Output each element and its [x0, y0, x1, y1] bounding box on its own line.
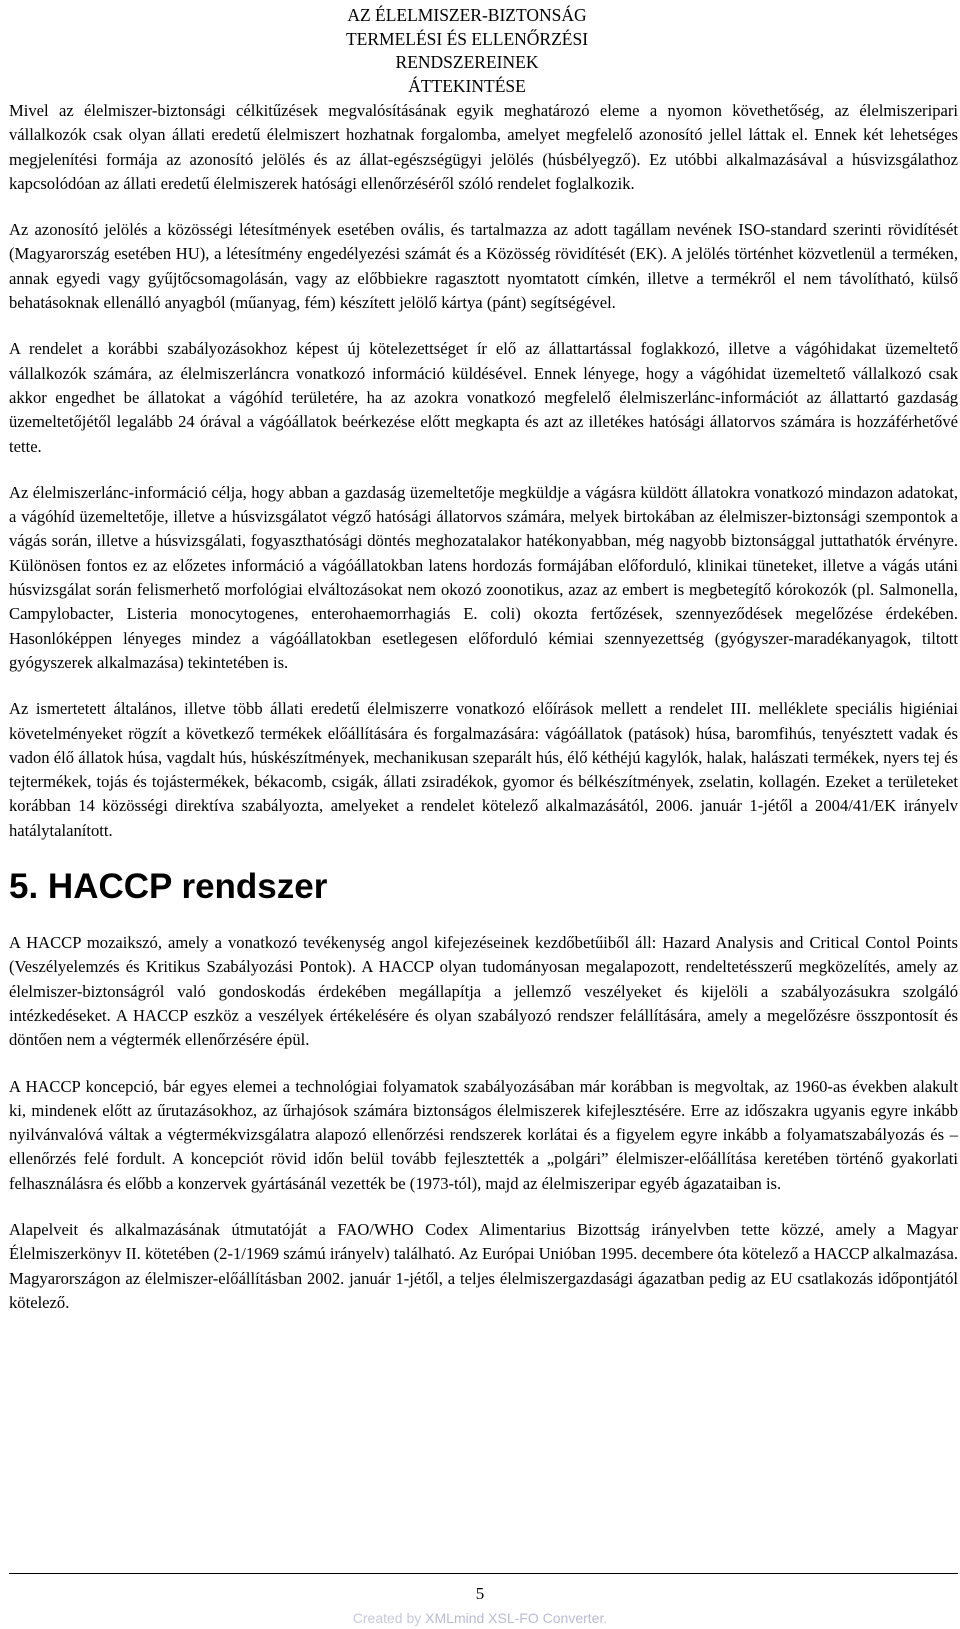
watermark-brand: XMLmind XSL-FO Converter [425, 1610, 604, 1626]
watermark-prefix: Created by [352, 1610, 426, 1626]
header-line-3: RENDSZEREINEK [395, 52, 539, 72]
header-line-1: AZ ÉLELMISZER-BIZTONSÁG [347, 5, 587, 25]
paragraph-identification-mark: Az azonosító jelölés a közösségi létesítmények esetében ovális, és tartalmazza az adott tagállam nevének ISO-standard szerinti rövidítését (Magyarország esetében HU), a létesítmény engedélyezési számát és a Közösség rövidítését (EK). A jelölés történhet közvetlenül a terméken, annak egyedi vagy gyűjtőcsomagolásán, vagy az előbbiekre ragasztott nyomtatott címkén, illetve a termékről el nem távolítható, külső behatásoknak ellenálló anyagból (műanyag, fém) készített jelölő kártya (pánt) segítségével. [9, 220, 958, 313]
paragraph-traceability: Mivel az élelmiszer-biztonsági célkitűzések megvalósításának egyik meghatározó eleme a nyomon követhetőség, az élelmiszeripari vállalkozók csak olyan állati eredetű élelmiszert hozhatnak forgalomba, amelyet megfelelő azonosító jellel láttak el. Ennek két lehetséges megjelenítési formája az azonosító jelölés és az állat-egészségügyi jelölés (húsbélyegző). Ez utóbbi alkalmazásával a húsvizsgálathoz kapcsolódóan az állati eredetű élelmiszerek hatósági ellenőrzéséről szóló rendelet foglalkozik. [9, 101, 958, 193]
main-content [9, 99, 958, 1337]
converter-watermark [0, 1609, 960, 1627]
page-number: 5 [475, 1584, 485, 1603]
watermark-suffix: . [603, 1610, 608, 1626]
paragraph-haccp-definition: A HACCP mozaikszó, amely a vonatkozó tevékenység angol kifejezéseinek kezdőbetűiből áll: Hazard Analysis and Critical Contol Points (Veszélyelemzés és Kritikus Szabályozási Pontok). A HACCP olyan tudományosan megalapozott, rendeltetésszerű megközelítés, amely az élelmiszer-biztonságról való gondoskodás érdekében megállapítja a jellemző veszélyeket és kijelöli a szabályozásukra szolgáló intézkedéseket. A HACCP eszköz a veszélyek értékelésére és olyan szabályozó rendszer felállítására, amely a megelőzésre összpontosít és döntően nem a végtermék ellenőrzésére épül. [9, 933, 958, 1050]
header-line-4: ÁTTEKINTÉSE [408, 75, 526, 96]
paragraph-haccp-principles: Alapelveit és alkalmazásának útmutatóját a FAO/WHO Codex Alimentarius Bizottság irányelvben tette közzé, amely a Magyar Élelmiszerkönyv II. kötetében (2-1/1969 számú irányelv) található. Az Európai Unióban 1995. decembere óta kötelező a HACCP alkalmazása. Magyarországon az élelmiszer-előállításban 2002. január 1-jétől, a teljes élelmiszergazdasági ágazatban pedig az EU csatlakozás időpontjától kötelező. [9, 1219, 958, 1312]
paragraph-annex-requirements: Az ismertetett általános, illetve több állati eredetű élelmiszerre vonatkozó előírások mellett a rendelet III. melléklete speciális higiéniai követelményeket rögzít a következő termékek előállítására és forgalmazására: vágóállatok (patások) húsa, baromfihús, tenyésztett vadak és vadon élő állatok húsa, vagdalt hús, húskészítmények, mechanikusan szeparált hús, élő kéthéjú kagylók, halak, halászati termékek, nyers tej és tejtermékek, tojás és tojástermékek, békacomb, csigák, állati zsiradékok, gyomor és bélkészítmények, zselatin, kollagén. Ezeket a területeket korábban 14 közösségi direktíva szabályozta, amelyeket a rendelet kötelező alkalmazásától, 2006. január 1-jétől a 2004/41/EK irányelv hatálytalanított. [9, 699, 958, 840]
section-heading: 5. HACCP rendszer [9, 867, 328, 907]
running-header [307, 4, 627, 98]
header-line-2: TERMELÉSI ÉS ELLENŐRZÉSI [345, 28, 589, 49]
paragraph-food-chain-information: Az élelmiszerlánc-információ célja, hogy abban a gazdaság üzemeltetője megküldje a vágásra küldött állatokra vonatkozó mindazon adatokat, a vágóhíd üzemeltetője, illetve a húsvizsgálatot végző hatósági állatorvos számára, melyek birtokában az élelmiszer-biztonsági szempontok a vágás során, illetve a húsvizsgálati, fogyaszthatósági döntés meghozatalakor hatékonyabban, még nagyobb biztonsággal juttathatók érvényre. Különösen fontos ez az előzetes információ a vágóállatokban latens hordozás formájában előforduló, klinikai tüneteket, illetve a vágás utáni húsvizsgálat során felismerhető morfológiai elváltozásokat nem okozó zoonotikus, azaz az embert is megbetegítő kórokozók (pl. Salmonella, Campylobacter, Listeria monocytogenes, enterohaemorrhagiás E. coli) okozta fertőzések, szennyeződések megelőzése érdekében. Hasonlóképpen lényeges mindez a vágóállatokban esetlegesen előforduló kémiai szennyezettség (gyógyszer-maradékanyagok, tiltott gyógyszerek alkalmazása) tekintetében is. [9, 482, 958, 672]
paragraph-haccp-history: A HACCP koncepció, bár egyes elemei a technológiai folyamatok szabályozásában már korábban is megvoltak, az 1960-as években alakult ki, mindenek előtt az űrutazásokhoz, az űrhajósok számára biztonságos élelmiszerek kifejlesztésére. Erre az időszakra ugyanis egyre inkább nyilvánvalóvá váltak a végtermékvizsgálatra alapozó ellenőrzési rendszerek korlátai és a figyelem egyre inkább a folyamatszabályozás és –ellenőrzés felé fordult. A koncepciót rövid időn belül tovább fejlesztették a „polgári” élelmiszer-előállítása keretében történő gyakorlati felhasználásra és előbb a konzervek gyártásánál vezették be (1973-tól), majd az élelmiszeripar egyéb ágazataiban is. [9, 1076, 958, 1193]
paragraph-food-chain-obligation: A rendelet a korábbi szabályozásokhoz képest új kötelezettséget ír elő az állattartással foglakkozó, illetve a vágóhidakat üzemeltető vállalkozók számára, az élelmiszerláncra vonatkozó információ küldésével. Ennek lényege, hogy a vágóhidat üzemeltető vállalkozó csak akkor engedhet be állatokat a vágóhíd területére, ha az azokra vonatkozó megfelelő élelmiszerlánc-információt az állattartó gazdaság üzemeltetőjétől legalább 24 órával a vágóállatok beérkezése előtt megkapta és azt az illetékes hatósági állatorvos számára is hozzáférhetővé tette. [9, 339, 958, 456]
footer-divider [9, 1573, 958, 1574]
